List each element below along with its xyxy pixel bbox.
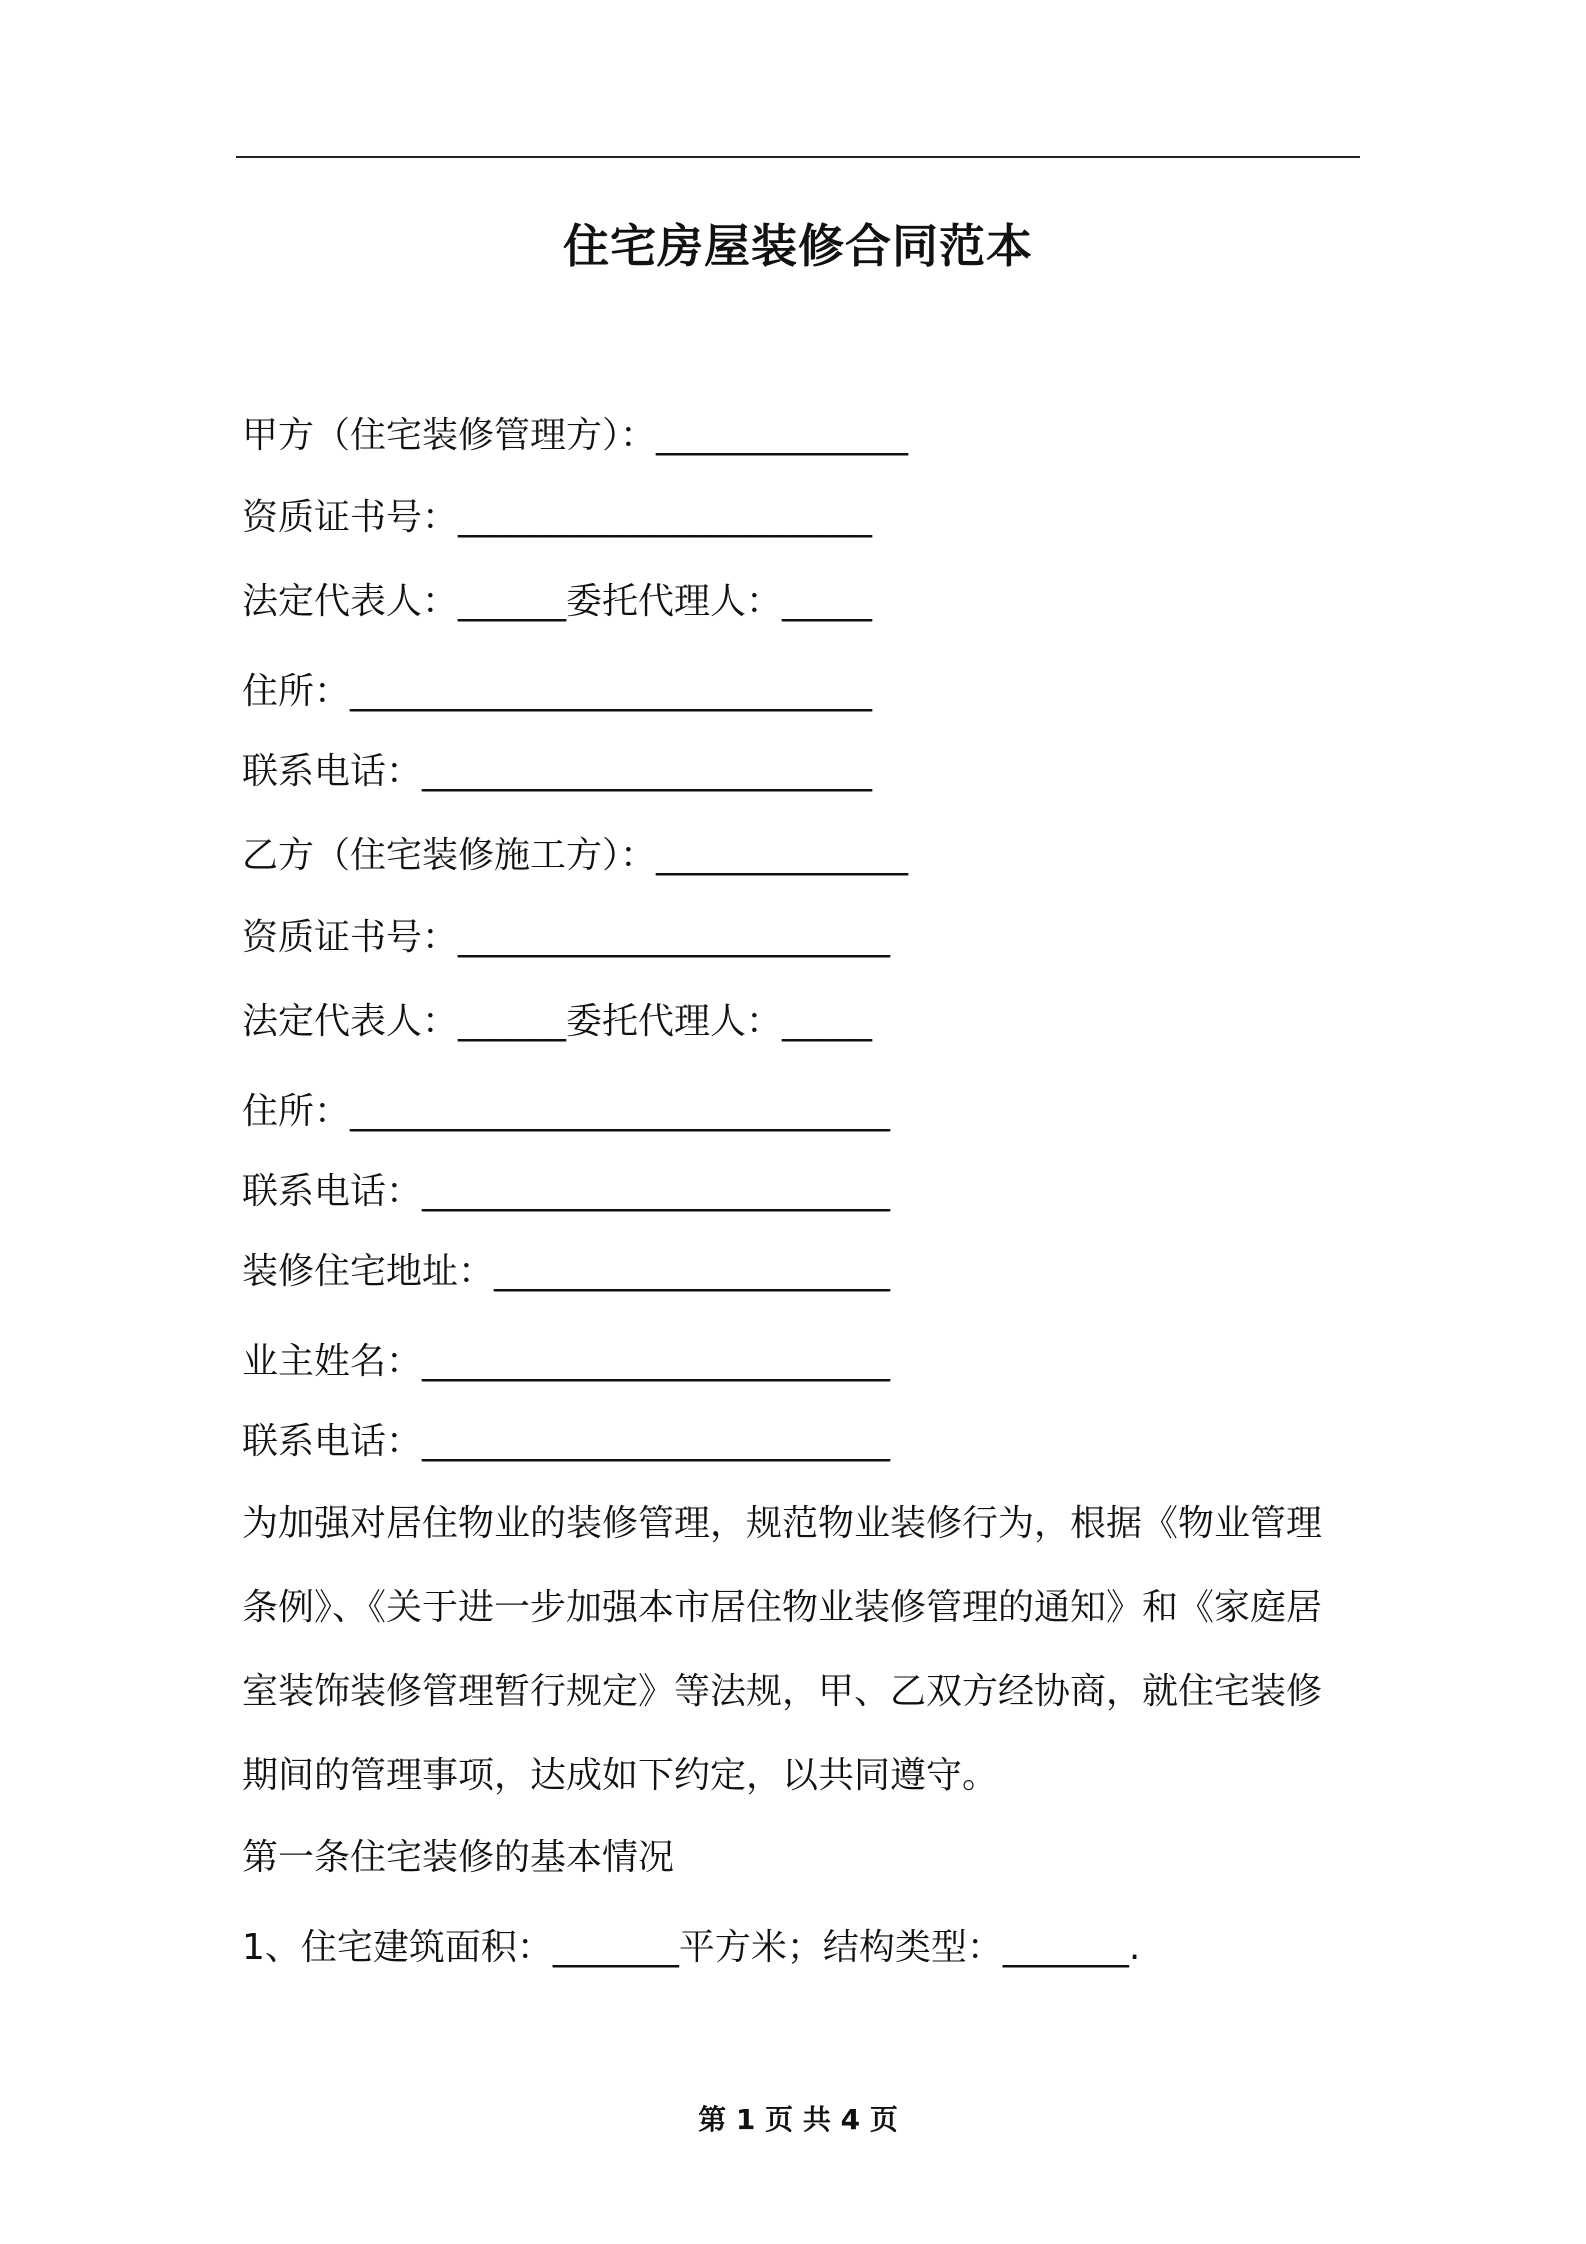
party-a-rep-line: 法定代表人：______委托代理人：_____ (242, 581, 873, 622)
preamble-line: 室装饰装修管理暂行规定》等法规，甲、乙双方经协商，就住宅装修 (242, 1671, 1323, 1712)
site-address-line: 装修住宅地址：______________________ (242, 1251, 891, 1292)
owner-phone-line: 联系电话：__________________________ (242, 1421, 891, 1462)
article-1-heading: 第一条住宅装修的基本情况 (242, 1837, 675, 1878)
article-1-item-1: 1、住宅建筑面积：_______平方米；结构类型：_______. (242, 1927, 1141, 1968)
party-a-name-line: 甲方（住宅装修管理方）：______________ (242, 415, 909, 456)
preamble-line: 为加强对居住物业的装修管理，规范物业装修行为，根据《物业管理 (242, 1503, 1323, 1544)
preamble-line: 期间的管理事项，达成如下约定，以共同遵守。 (242, 1755, 999, 1796)
party-b-name-line: 乙方（住宅装修施工方）：______________ (242, 835, 909, 876)
party-b-phone-line: 联系电话：__________________________ (242, 1171, 891, 1212)
owner-name-line: 业主姓名：__________________________ (242, 1341, 891, 1382)
party-b-address-line: 住所：______________________________ (242, 1091, 891, 1132)
page-number-footer: 第 1 页 共 4 页 (698, 2103, 898, 2136)
party-b-rep-line: 法定代表人：______委托代理人：_____ (242, 1001, 873, 1042)
party-b-cert-line: 资质证书号：________________________ (242, 917, 891, 958)
party-a-cert-line: 资质证书号：_______________________ (242, 497, 873, 538)
party-a-phone-line: 联系电话：_________________________ (242, 751, 873, 792)
preamble-line: 条例》、《关于进一步加强本市居住物业装修管理的通知》和《家庭居 (242, 1587, 1323, 1628)
party-a-address-line: 住所：_____________________________ (242, 671, 873, 712)
header-rule (236, 156, 1360, 158)
page-title: 住宅房屋装修合同范本 (563, 219, 1033, 273)
